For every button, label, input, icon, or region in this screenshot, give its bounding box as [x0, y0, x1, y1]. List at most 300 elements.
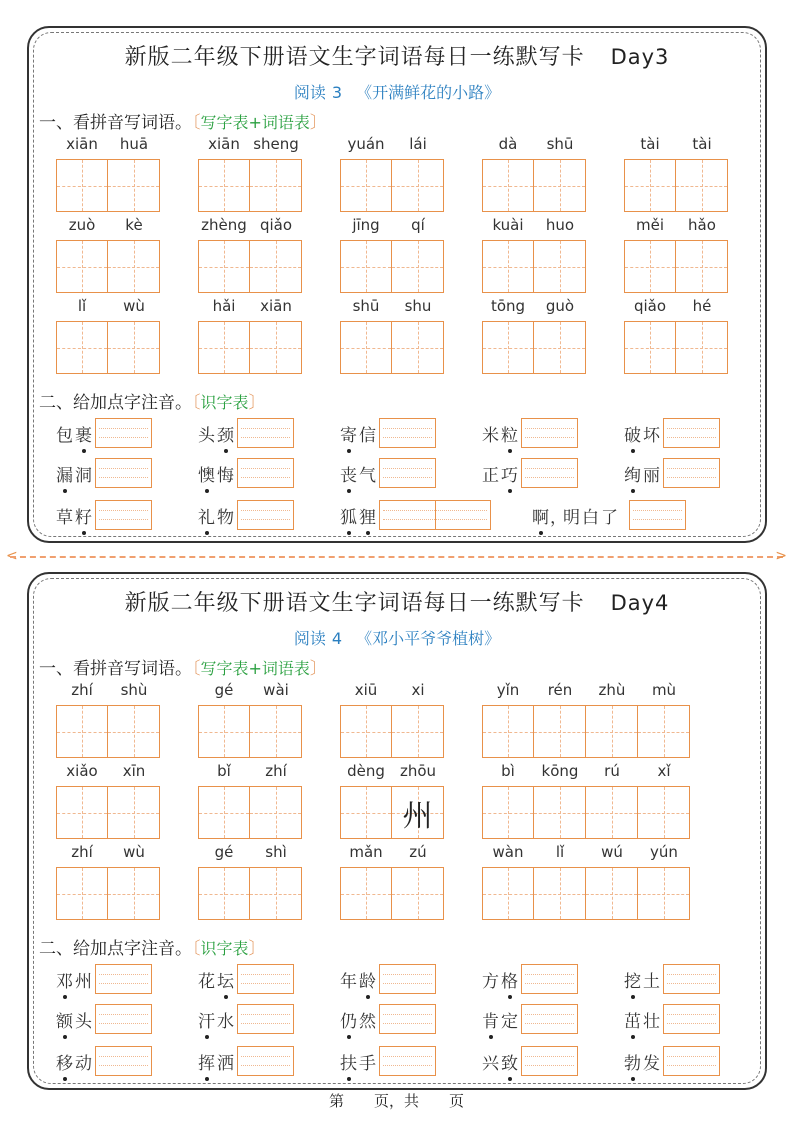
- annotation-item: [55, 1004, 152, 1034]
- char-cell-wrap: [56, 762, 108, 839]
- char-cell-wrap: [198, 681, 250, 758]
- character: 定: [501, 1011, 518, 1032]
- pinyin-label: hǎo: [688, 216, 716, 234]
- tianzige-writing-cell[interactable]: [676, 159, 728, 212]
- pinyin-answer-box[interactable]: [237, 500, 294, 530]
- word-box-group: [624, 135, 728, 212]
- character: 然: [359, 1011, 376, 1032]
- pinyin-answer-box[interactable]: [663, 1004, 720, 1034]
- annotation-word: [623, 421, 661, 446]
- word-box-group: [624, 216, 728, 293]
- tianzige-writing-cell[interactable]: [250, 321, 302, 374]
- char-cell-wrap: [638, 762, 690, 839]
- pinyin-answer-box[interactable]: [237, 458, 294, 488]
- char-cell-wrap: [108, 843, 160, 920]
- pinyin-answer-box[interactable]: [663, 458, 720, 488]
- pinyin-label: qiǎo: [633, 297, 667, 315]
- dotted-character: 挖: [623, 967, 642, 992]
- pinyin-label: zhí: [265, 762, 287, 780]
- tianzige-writing-cell[interactable]: [624, 321, 676, 374]
- pinyin-label: gé: [214, 681, 234, 699]
- pinyin-label: huā: [119, 135, 149, 153]
- character: 白: [582, 507, 599, 528]
- annotation-word: [197, 421, 235, 446]
- tianzige-writing-cell[interactable]: [586, 867, 638, 920]
- character: 州: [75, 971, 92, 992]
- pinyin-label: jīng: [352, 216, 380, 234]
- section2-heading-text: 二、给加点字注音。: [39, 393, 192, 413]
- pinyin-answer-box[interactable]: [663, 964, 720, 994]
- pinyin-label: huo: [545, 216, 575, 234]
- pinyin-answer-box[interactable]: [521, 458, 578, 488]
- dotted-character: 移: [55, 1049, 74, 1074]
- pinyin-answer-box[interactable]: [237, 964, 294, 994]
- pinyin-label: shù: [120, 681, 148, 699]
- lesson-number: 3: [331, 83, 343, 102]
- annotation-item: [481, 964, 578, 994]
- pinyin-label: zhōu: [399, 762, 437, 780]
- dotted-character: 格: [500, 967, 519, 992]
- character: 发: [643, 1053, 660, 1074]
- section1-heading: [39, 654, 327, 679]
- lesson-title: 《邓小平爷爷植树》: [356, 629, 501, 648]
- tianzige-writing-cell[interactable]: [340, 786, 392, 839]
- tianzige-writing-cell[interactable]: [250, 705, 302, 758]
- char-cell-wrap: [108, 297, 160, 374]
- annotation-item: [197, 964, 294, 994]
- tianzige-writing-cell[interactable]: [198, 867, 250, 920]
- pinyin-answer-box[interactable]: [629, 500, 686, 530]
- tianzige-writing-cell[interactable]: [534, 867, 586, 920]
- tianzige-writing-cell[interactable]: [534, 786, 586, 839]
- pinyin-label: zuò: [68, 216, 96, 234]
- annotation-word: [623, 967, 661, 992]
- char-cell-wrap: [56, 843, 108, 920]
- pinyin-label: kōng: [541, 762, 579, 780]
- tianzige-writing-cell[interactable]: [56, 159, 108, 212]
- annotation-item: [481, 1004, 578, 1034]
- char-cell-wrap: [638, 681, 690, 758]
- tianzige-writing-cell[interactable]: [108, 786, 160, 839]
- word-box-group: [56, 843, 160, 920]
- annotation-item: [55, 500, 152, 530]
- pinyin-label: lǐ: [555, 843, 565, 861]
- tianzige-writing-cell[interactable]: [534, 159, 586, 212]
- section2-source: 识字表: [200, 393, 249, 412]
- pinyin-label: tài: [640, 135, 660, 153]
- character: 正: [482, 465, 499, 486]
- tianzige-writing-cell[interactable]: [56, 867, 108, 920]
- char-cell-wrap: [482, 843, 534, 920]
- dotted-character: 龄: [358, 967, 377, 992]
- dotted-character: 坛: [216, 967, 235, 992]
- pinyin-answer-box[interactable]: [95, 500, 152, 530]
- annotation-word: [55, 967, 93, 992]
- char-cell-wrap: [340, 135, 392, 212]
- pinyin-answer-box[interactable]: [521, 964, 578, 994]
- annotation-word: [623, 1049, 661, 1074]
- tianzige-writing-cell[interactable]: [198, 786, 250, 839]
- character: 水: [217, 1011, 234, 1032]
- tianzige-writing-cell[interactable]: [482, 705, 534, 758]
- char-cell-wrap: [198, 843, 250, 920]
- annotation-word: [197, 1007, 235, 1032]
- tianzige-writing-cell[interactable]: [340, 240, 392, 293]
- annotation-word: [481, 461, 519, 486]
- word-box-group: [482, 297, 586, 374]
- char-cell-wrap: [482, 297, 534, 374]
- annotation-item: [339, 1046, 436, 1076]
- tianzige-writing-cell[interactable]: [676, 321, 728, 374]
- dotted-character: 茁: [623, 1007, 642, 1032]
- word-box-group: [482, 843, 690, 920]
- tianzige-writing-cell[interactable]: [198, 321, 250, 374]
- pinyin-label: qiǎo: [259, 216, 293, 234]
- char-cell-wrap: [392, 297, 444, 374]
- pinyin-label: bǐ: [217, 762, 231, 780]
- pinyin-label: xiū: [354, 681, 378, 699]
- tianzige-writing-cell[interactable]: [250, 240, 302, 293]
- annotation-item: [623, 964, 720, 994]
- word-box-group: [56, 216, 160, 293]
- word-box-group: [482, 762, 690, 839]
- dotted-character: 狸: [358, 503, 377, 528]
- pinyin-answer-box[interactable]: [379, 964, 436, 994]
- dotted-character: 裹: [74, 421, 93, 446]
- word-box-group: [482, 135, 586, 212]
- annotation-word: [55, 1049, 93, 1074]
- day-label: Day4: [610, 591, 670, 615]
- tianzige-writing-cell[interactable]: [482, 159, 534, 212]
- section1-source: 写字表+词语表: [200, 113, 310, 132]
- char-cell-wrap: [624, 297, 676, 374]
- char-cell-wrap: [534, 135, 586, 212]
- subtitle-prefix: 阅读: [293, 83, 326, 102]
- pinyin-answer-box[interactable]: [95, 418, 152, 448]
- tianzige-writing-cell[interactable]: [56, 705, 108, 758]
- tianzige-writing-cell[interactable]: [340, 159, 392, 212]
- char-cell-wrap: [534, 297, 586, 374]
- tianzige-writing-cell[interactable]: [250, 867, 302, 920]
- char-cell-wrap: [392, 843, 444, 920]
- pinyin-answer-box[interactable]: [521, 418, 578, 448]
- char-cell-wrap: [340, 681, 392, 758]
- pinyin-label: lái: [409, 135, 427, 153]
- tianzige-writing-cell[interactable]: [108, 705, 160, 758]
- annotation-item: [197, 500, 294, 530]
- pinyin-label: shu: [404, 297, 432, 315]
- char-cell-wrap: [586, 843, 638, 920]
- lesson-title: 《开满鲜花的小路》: [356, 83, 501, 102]
- char-cell-wrap: [482, 681, 534, 758]
- box-divider: [435, 501, 436, 529]
- pinyin-answer-box[interactable]: [379, 1046, 436, 1076]
- annotation-item: [623, 1004, 720, 1034]
- dotted-character: 漏: [55, 461, 74, 486]
- tianzige-writing-cell[interactable]: [482, 786, 534, 839]
- char-cell-wrap: [482, 135, 534, 212]
- annotation-word: [55, 1007, 93, 1032]
- tianzige-writing-cell[interactable]: [586, 786, 638, 839]
- pinyin-answer-box[interactable]: [521, 1046, 578, 1076]
- tianzige-writing-cell[interactable]: [624, 240, 676, 293]
- dotted-character: 懊: [197, 461, 216, 486]
- pinyin-answer-box[interactable]: [95, 458, 152, 488]
- pinyin-answer-box[interactable]: [237, 418, 294, 448]
- pinyin-answer-box[interactable]: [95, 964, 152, 994]
- pinyin-label: wù: [123, 843, 145, 861]
- pinyin-answer-box[interactable]: [521, 1004, 578, 1034]
- tianzige-writing-cell[interactable]: [392, 786, 444, 839]
- lesson-subtitle: [29, 80, 765, 103]
- section1-heading: [39, 108, 327, 133]
- pinyin-answer-box[interactable]: [663, 418, 720, 448]
- char-cell-wrap: [534, 681, 586, 758]
- dotted-character: 礼: [197, 503, 216, 528]
- cut-line-right-arrow-icon: >: [775, 548, 787, 564]
- tianzige-writing-cell[interactable]: [198, 159, 250, 212]
- tianzige-writing-cell[interactable]: [198, 240, 250, 293]
- annotation-item: [481, 458, 578, 488]
- tianzige-writing-cell[interactable]: [56, 321, 108, 374]
- pinyin-label: xiān: [66, 135, 98, 153]
- pinyin-label: tài: [692, 135, 712, 153]
- pinyin-answer-box[interactable]: [379, 418, 436, 448]
- pinyin-label: zhí: [71, 681, 93, 699]
- pinyin-label: xiān: [208, 135, 240, 153]
- annotation-item: [623, 1046, 720, 1076]
- subtitle-prefix: 阅读: [293, 629, 326, 648]
- dotted-character: 勃: [623, 1049, 642, 1074]
- character: 手: [359, 1053, 376, 1074]
- dotted-character: 邓: [55, 967, 74, 992]
- annotation-word: [339, 967, 377, 992]
- pinyin-answer-box[interactable]: [379, 1004, 436, 1034]
- annotation-item: [481, 418, 578, 448]
- tianzige-writing-cell[interactable]: [108, 321, 160, 374]
- section1-heading-text: 一、看拼音写词语。: [39, 113, 192, 133]
- char-cell-wrap: [392, 762, 444, 839]
- pinyin-label: yuán: [347, 135, 385, 153]
- character: 了: [601, 507, 618, 528]
- annotation-word: [339, 461, 377, 486]
- pinyin-label: xīn: [122, 762, 146, 780]
- tianzige-writing-cell[interactable]: [340, 705, 392, 758]
- char-cell-wrap: [56, 216, 108, 293]
- char-cell-wrap: [56, 135, 108, 212]
- tianzige-writing-cell[interactable]: [676, 240, 728, 293]
- annotation-word: [339, 1049, 377, 1074]
- char-cell-wrap: [534, 216, 586, 293]
- character: 悔: [217, 465, 234, 486]
- annotation-item: [481, 1046, 578, 1076]
- section2-heading-text: 二、给加点字注音。: [39, 939, 192, 959]
- bracket-close: 〕: [309, 659, 327, 679]
- annotation-item: [339, 964, 436, 994]
- lesson-subtitle: [29, 626, 765, 649]
- char-cell-wrap: [198, 762, 250, 839]
- pinyin-label: mù: [651, 681, 677, 699]
- tianzige-writing-cell[interactable]: [392, 321, 444, 374]
- annotation-item: [531, 500, 686, 530]
- char-cell-wrap: [392, 216, 444, 293]
- pinyin-label: shū: [546, 135, 574, 153]
- tianzige-writing-cell[interactable]: [392, 705, 444, 758]
- char-cell-wrap: [250, 135, 302, 212]
- annotation-word: [481, 967, 519, 992]
- tianzige-writing-cell[interactable]: [250, 159, 302, 212]
- char-cell-wrap: [676, 216, 728, 293]
- pinyin-label: xiǎo: [66, 762, 98, 780]
- tianzige-writing-cell[interactable]: [638, 867, 690, 920]
- tianzige-writing-cell[interactable]: [638, 786, 690, 839]
- pinyin-label: yǐn: [496, 681, 520, 699]
- pinyin-label: mǎn: [349, 843, 383, 861]
- pinyin-label: sheng: [253, 135, 299, 153]
- char-cell-wrap: [250, 843, 302, 920]
- pinyin-label: wàn: [492, 843, 524, 861]
- page-footer: 第 页，共 页: [328, 1092, 464, 1110]
- annotation-word: [481, 421, 519, 446]
- char-cell-wrap: [392, 135, 444, 212]
- pinyin-answer-box[interactable]: [663, 1046, 720, 1076]
- pinyin-answer-box[interactable]: [379, 458, 436, 488]
- pinyin-label: wài: [263, 681, 289, 699]
- pinyin-label: shì: [265, 843, 287, 861]
- tianzige-writing-cell[interactable]: [534, 240, 586, 293]
- pinyin-answer-box[interactable]: [237, 1046, 294, 1076]
- tianzige-writing-cell[interactable]: [392, 240, 444, 293]
- character: 气: [359, 465, 376, 486]
- character: 丽: [643, 465, 660, 486]
- tianzige-writing-cell[interactable]: [108, 867, 160, 920]
- dotted-character: 颈: [216, 421, 235, 446]
- word-box-group: [340, 681, 444, 758]
- dotted-character: 籽: [74, 503, 93, 528]
- pinyin-label: zhí: [71, 843, 93, 861]
- pinyin-answer-box[interactable]: [95, 1004, 152, 1034]
- tianzige-writing-cell[interactable]: [482, 240, 534, 293]
- char-cell-wrap: [638, 843, 690, 920]
- pinyin-label: tōng: [490, 297, 526, 315]
- pinyin-answer-box[interactable]: [95, 1046, 152, 1076]
- character: 方: [482, 971, 499, 992]
- annotation-item: [55, 458, 152, 488]
- annotation-item: [55, 418, 152, 448]
- bracket-open: 〔: [192, 113, 201, 133]
- word-box-group: [198, 762, 302, 839]
- section2-heading: [39, 934, 266, 959]
- annotation-item: [197, 1046, 294, 1076]
- char-cell-wrap: [534, 762, 586, 839]
- tianzige-writing-cell[interactable]: [392, 159, 444, 212]
- dotted-character: 狐: [339, 503, 358, 528]
- tianzige-writing-cell[interactable]: [340, 867, 392, 920]
- word-box-group: [482, 216, 586, 293]
- char-cell-wrap: [108, 135, 160, 212]
- tianzige-writing-cell[interactable]: [340, 321, 392, 374]
- tianzige-writing-cell[interactable]: [108, 240, 160, 293]
- word-box-group: [56, 297, 160, 374]
- tianzige-writing-cell[interactable]: [250, 786, 302, 839]
- annotation-item: [339, 500, 491, 530]
- tianzige-writing-cell[interactable]: [638, 705, 690, 758]
- section2-heading: [39, 388, 266, 413]
- tianzige-writing-cell[interactable]: [586, 705, 638, 758]
- character: 信: [359, 425, 376, 446]
- tianzige-writing-cell[interactable]: [534, 705, 586, 758]
- char-cell-wrap: [250, 216, 302, 293]
- char-cell-wrap: [250, 297, 302, 374]
- character: 米: [482, 425, 499, 446]
- char-cell-wrap: [624, 135, 676, 212]
- character: 花: [198, 971, 215, 992]
- char-cell-wrap: [340, 297, 392, 374]
- tianzige-writing-cell[interactable]: [482, 321, 534, 374]
- word-box-group: [198, 843, 302, 920]
- tianzige-writing-cell[interactable]: [392, 867, 444, 920]
- pinyin-answer-box[interactable]: [379, 500, 491, 530]
- tianzige-writing-cell[interactable]: [624, 159, 676, 212]
- character: 包: [56, 425, 73, 446]
- char-cell-wrap: [340, 843, 392, 920]
- char-cell-wrap: [108, 681, 160, 758]
- pinyin-label: wú: [601, 843, 623, 861]
- tianzige-writing-cell[interactable]: [482, 867, 534, 920]
- word-box-group: [340, 216, 444, 293]
- word-box-group: [198, 216, 302, 293]
- dotted-character: 扶: [339, 1049, 358, 1074]
- pinyin-label: kè: [125, 216, 143, 234]
- character: 明: [563, 507, 580, 528]
- tianzige-writing-cell[interactable]: [56, 786, 108, 839]
- char-cell-wrap: [624, 216, 676, 293]
- annotation-item: [339, 1004, 436, 1034]
- card-title: [29, 40, 765, 71]
- card-title: [29, 586, 765, 617]
- pinyin-label: zhèng: [201, 216, 247, 234]
- char-cell-wrap: [56, 681, 108, 758]
- pinyin-label: rú: [604, 762, 620, 780]
- tianzige-writing-cell[interactable]: [108, 159, 160, 212]
- char-cell-wrap: [56, 297, 108, 374]
- annotation-word: [531, 503, 619, 528]
- annotation-word: [339, 421, 377, 446]
- tianzige-writing-cell[interactable]: [198, 705, 250, 758]
- char-cell-wrap: [340, 762, 392, 839]
- word-box-group: [340, 762, 444, 839]
- pinyin-label: wù: [123, 297, 145, 315]
- tianzige-writing-cell[interactable]: [534, 321, 586, 374]
- annotation-word: [623, 1007, 661, 1032]
- section1-source: 写字表+词语表: [200, 659, 310, 678]
- tianzige-writing-cell[interactable]: [56, 240, 108, 293]
- word-box-group: [340, 297, 444, 374]
- char-cell-wrap: [108, 216, 160, 293]
- bracket-close: 〕: [309, 113, 327, 133]
- character: 头: [198, 425, 215, 446]
- pinyin-label: zú: [409, 843, 427, 861]
- dotted-character: 破: [623, 421, 642, 446]
- char-cell-wrap: [392, 681, 444, 758]
- word-box-group: [198, 681, 302, 758]
- annotation-item: [623, 458, 720, 488]
- cut-line-left-arrow-icon: <: [6, 548, 18, 564]
- annotation-word: [197, 461, 235, 486]
- pinyin-answer-box[interactable]: [237, 1004, 294, 1034]
- dotted-character: 额: [55, 1007, 74, 1032]
- dotted-character: 丧: [339, 461, 358, 486]
